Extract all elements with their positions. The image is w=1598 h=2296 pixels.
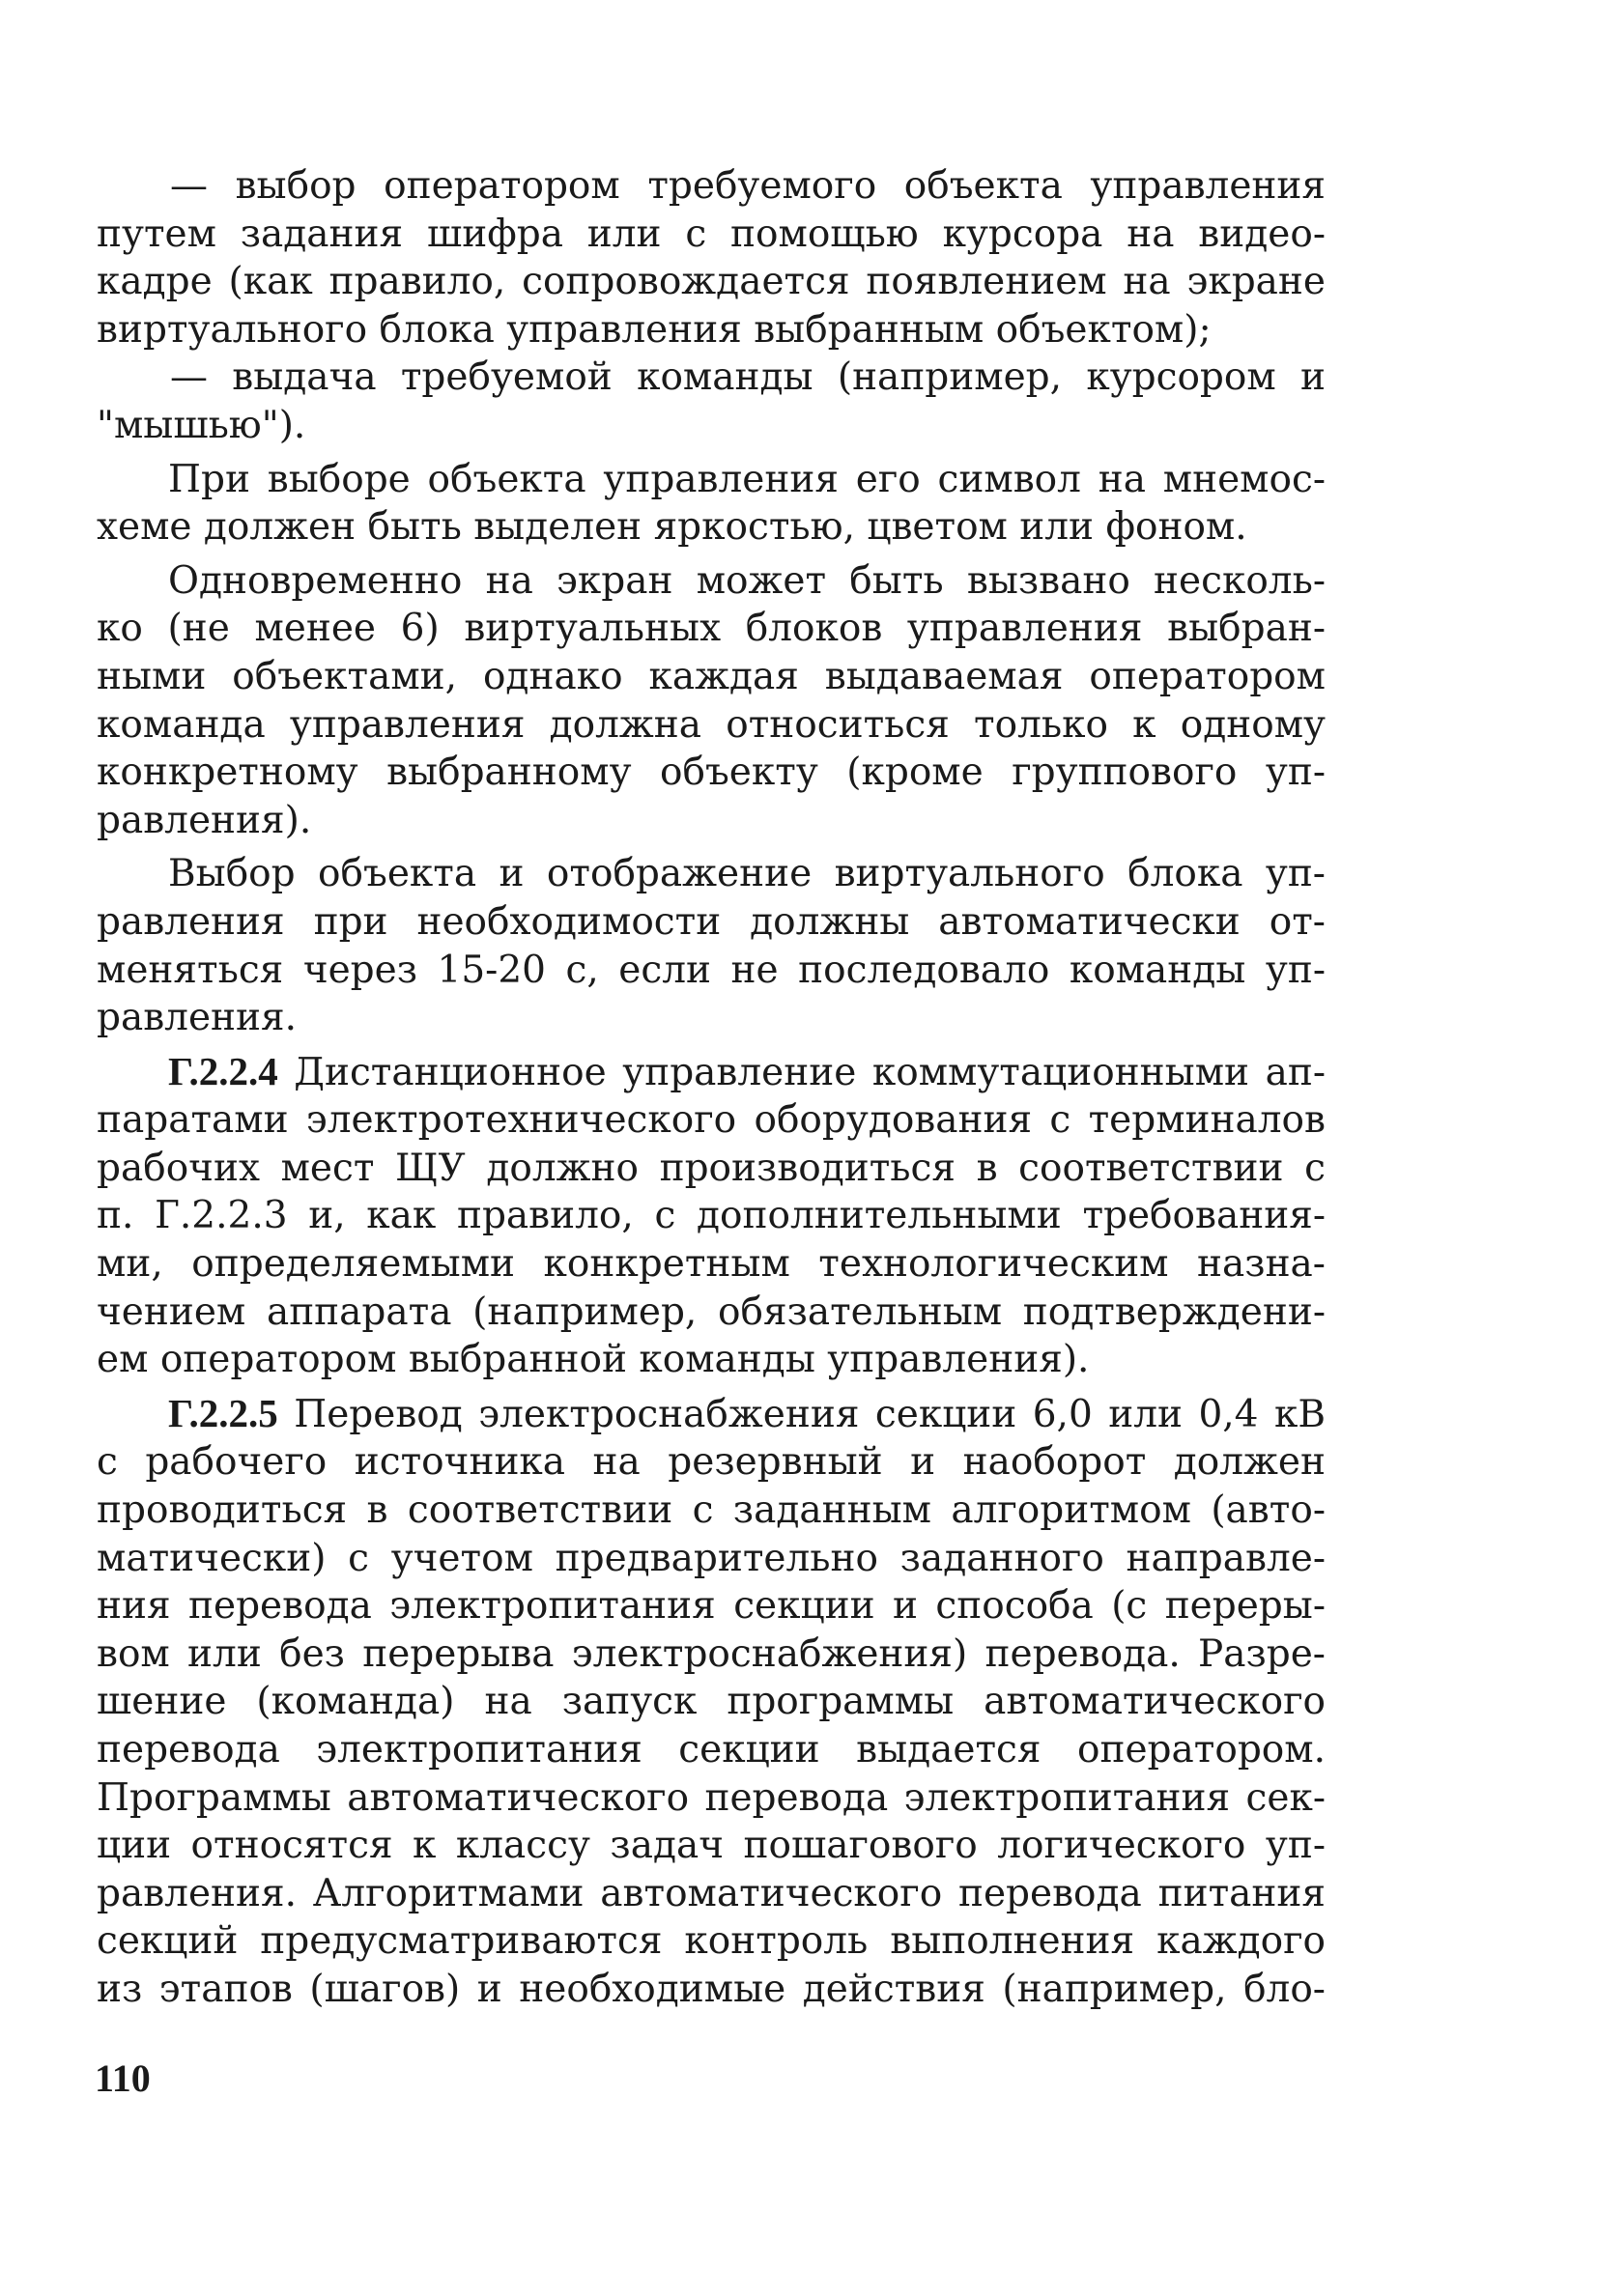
text-line: матически) с учетом предварительно заданного направле- [97, 1536, 1326, 1580]
section-number: Г.2.2.4 [168, 1048, 278, 1093]
text-line: хеме должен быть выделен яркостью, цветом или фоном. [97, 505, 1247, 550]
text-line: путем задания шифра или с помощью курсора на видео- [97, 212, 1326, 256]
text-line: — выдача требуемой команды (например, курсором и [170, 355, 1326, 400]
text-line: "мышью"). [97, 403, 306, 447]
text-line: вом или без перерыва электроснабжения) перевода. Разре- [97, 1631, 1326, 1676]
text-line: кадре (как правило, сопровождается появлением на экране [97, 260, 1326, 304]
text-line: — выбор оператором требуемого объекта управления [170, 164, 1326, 208]
document-page [97, 162, 1326, 2014]
text-line: Одновременно на экран может быть вызвано несколь- [168, 558, 1326, 603]
text-line: секций предусматриваются контроль выполнения каждого [97, 1919, 1326, 1964]
text-line: проводиться в соответствии с заданным алгоритмом (авто- [97, 1488, 1326, 1533]
text-line: равления при необходимости должны автоматически от- [97, 899, 1326, 944]
text-line: ми, определяемыми конкретным технологическим назна- [97, 1242, 1326, 1287]
page-number: 110 [95, 2056, 151, 2100]
text-line: При выборе объекта управления его символ на мнемос- [168, 457, 1326, 501]
text-line: ными объектами, однако каждая выдаваемая оператором [97, 654, 1326, 698]
text-line: ко (не менее 6) виртуальных блоков управления выбран- [97, 607, 1326, 651]
text-line: рабочих мест ЩУ должно производиться в соответствии с [97, 1146, 1326, 1190]
text-line: команда управления должна относиться только к одному [97, 702, 1326, 747]
text-line: чением аппарата (например, обязательным подтверждени- [97, 1290, 1326, 1334]
text-line: Перевод электроснабжения секции 6,0 или 0,4 кВ [294, 1392, 1326, 1436]
text-line: Выбор объекта и отображение виртуального блока уп- [168, 852, 1326, 896]
text-line: меняться через 15-20 с, если не последовало команды уп- [97, 948, 1326, 992]
text-line: Дистанционное управление коммутационными ап- [294, 1050, 1326, 1094]
text-line: шение (команда) на запуск программы автоматического [97, 1680, 1326, 1724]
text-line: равления. Алгоритмами автоматического перевода питания [97, 1871, 1326, 1915]
text-line: из этапов (шагов) и необходимые действия (например, бло- [97, 1967, 1326, 2011]
section-paragraph-start [97, 1390, 1326, 1439]
text-line: ции относятся к классу задач пошагового логического уп- [97, 1824, 1326, 1868]
text-line: ния перевода электропитания секции и способа (с переры- [97, 1584, 1326, 1629]
text-line: п. Г.2.2.3 и, как правило, с дополнительными требования- [97, 1194, 1326, 1238]
text-line: равления). [97, 798, 312, 842]
text-line: равления. [97, 996, 298, 1040]
text-line: ем оператором выбранной команды управления). [97, 1338, 1090, 1382]
section-paragraph-start [97, 1048, 1326, 1097]
text-line: Программы автоматического перевода электропитания сек- [97, 1775, 1326, 1820]
section-number: Г.2.2.5 [168, 1390, 278, 1435]
text-line: перевода электропитания секции выдается оператором. [97, 1728, 1326, 1772]
text-line: паратами электротехнического оборудования с терминалов [97, 1098, 1326, 1143]
text-line: с рабочего источника на резервный и наоборот должен [97, 1440, 1326, 1485]
text-line: виртуального блока управления выбранным объектом); [97, 307, 1212, 352]
text-line: конкретному выбранному объекту (кроме группового уп- [97, 751, 1326, 795]
